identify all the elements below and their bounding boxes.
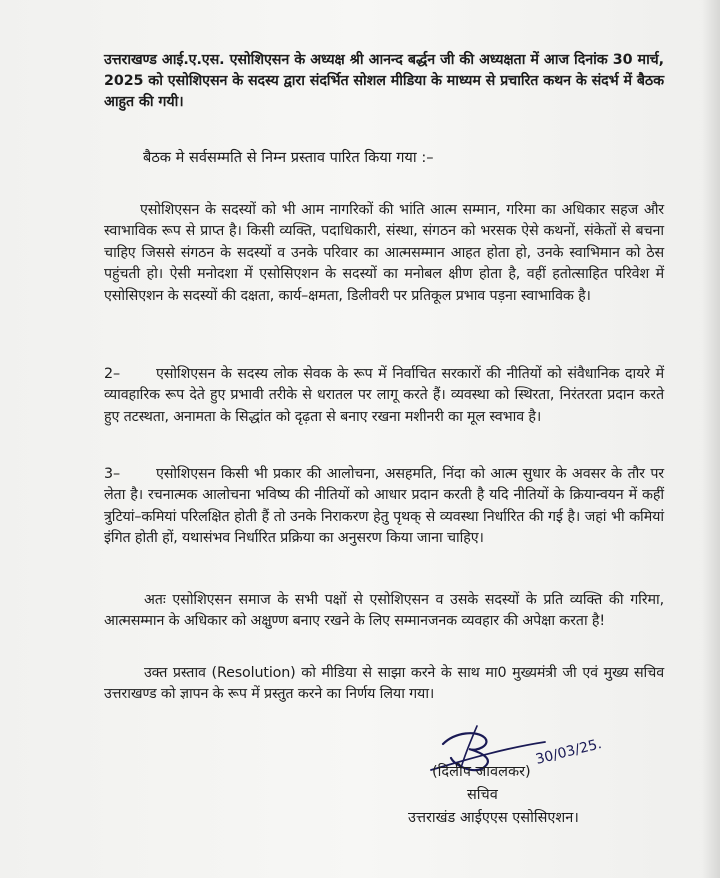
paragraph-1-text: एसोशिएसन के सदस्यों को भी आम नागरिकों की भांति आत्म सम्मान, गरिमा का अधिकार सहज और स्वाभाविक रूप से प्राप्त है। किसी व्यक्ति, पदाधिकारी, संस्था, संगठन को भरसक ऐसे कथनों, संकेतों से बचना चाहिए जिससे संगठन के सदस्यों व उनके परिवार का आत्मसम्मान आहत होता हो, उनके स्वाभिमान को ठेस पहुंचती हो। ऐसी मनोदशा में एसोसिएशन के सदस्यों का मनोबल क्षीण होता है, वहीं हतोत्साहित परिवेश में एसोसिएशन के सदस्यों की दक्षता, कार्य–क्षमता, डिलीवरी पर प्रतिकूल प्रभाव पड़ना स्वाभाविक है। [104,202,664,304]
paragraph-4 [104,590,664,633]
paragraph-1 [104,200,664,307]
signatory-designation: सचिव [467,787,498,803]
paragraph-5 [104,663,664,706]
paragraph-3-text: एसोशिएसन किसी भी प्रकार की आलोचना, असहमति, निंदा को आत्म सुधार के अवसर के तौर पर लेता है। रचनात्मक आलोचना भविष्य की नीतियों को आधार प्रदान करती है यदि नीतियों के क्रियान्वयन में कहीं त्रुटियां–कमियां परिलक्षित होती हैं तो उनके निराकरण हेतु पृथक् से व्यवस्था निर्धारित की गई है। जहां भी कमियां इंगित होती हों, यथासंभव निर्धारित प्रक्रिया का अनुसरण किया जाना चाहिए। [104,466,664,547]
paragraph-3 [104,464,664,550]
resolution-intro: बैठक मे सर्वसम्मति से निम्न प्रस्ताव पारित किया गया :– [143,149,434,166]
signatory-name: (दिलीप जावलकर) [432,764,531,780]
letter-heading: उत्तराखण्ड आई.ए.एस. एसोशिएसन के अध्यक्ष श्री आनन्द बर्द्धन जी की अध्यक्षता में आज दिनांक 30 मार्च, 2025 को एसोशिएसन के सदस्य द्वारा संदर्भित सोशल मीडिया के माध्यम से प्रचारित कथन के संदर्भ में बैठक आहुत की गयी। [104,52,664,110]
paragraph-5-text: उक्त प्रस्ताव (Resolution) को मीडिया से साझा करने के साथ मा0 मुख्यमंत्री जी एवं मुख्य सचिव उत्तराखण्ड को ज्ञापन के रूप में प्रस्तुत करने का निर्णय लिया गया। [104,665,664,703]
paragraph-2-text: एसोशिएसन के सदस्य लोक सेवक के रूप में निर्वाचित सरकारों की नीतियों को संवैधानिक दायरे में व्यावहारिक रूप देते हुए प्रभावी तरीके से धरातल पर लागू करते हैं। व्यवस्था को स्थिरता, निरंतरता प्रदान करते हुए तटस्थता, अनामता के सिद्धांत को दृढ़ता से बनाए रखना मशीनरी का मूल स्वभाव है। [104,366,664,425]
paragraph-3-number: 3– [104,466,120,482]
signatory-organization: उत्तराखंड आईएएस एसोसिएशन। [408,810,579,826]
paragraph-2 [104,364,664,428]
signature-date: 30/03/25. [534,736,604,768]
page-edge-shadow [702,0,720,878]
paragraph-2-number: 2– [104,366,120,382]
paragraph-4-text: अतः एसोशिएसन समाज के सभी पक्षों से एसोशिएसन व उसके सदस्यों के प्रति व्यक्ति की गरिमा, आत्मसम्मान के अधिकार को अक्षुण्ण बनाए रखने के लिए सम्मानजनक व्यवहार की अपेक्षा करता है! [104,592,664,630]
